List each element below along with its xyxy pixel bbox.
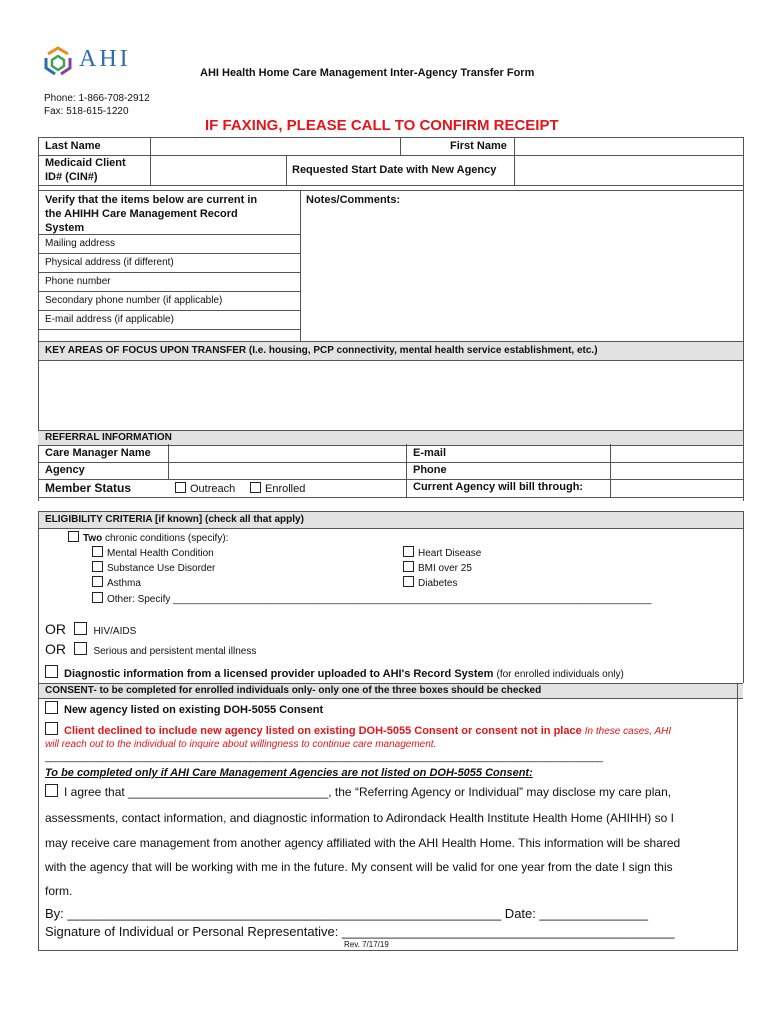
verify-label-line-1: Verify that the items below are current in xyxy=(45,194,258,206)
condition-heart-disease[interactable]: Heart Disease xyxy=(403,546,481,559)
heart-disease-checkbox[interactable] xyxy=(403,546,414,557)
agree-text-line-4: with the agency that will be working with me in the future. My consent will be valid for one year from the date I sign this xyxy=(45,860,673,874)
ahi-logo xyxy=(43,44,163,78)
member-status-label: Member Status xyxy=(45,481,132,495)
substance-use-checkbox[interactable] xyxy=(92,561,103,572)
agree-text-line-5: form. xyxy=(45,884,73,898)
start-date-field[interactable] xyxy=(515,156,742,185)
diagnostic-checkbox[interactable] xyxy=(45,665,58,678)
fax-notice: IF FAXING, PLEASE CALL TO CONFIRM RECEIPT xyxy=(205,117,559,134)
referral-header: REFERRAL INFORMATION xyxy=(45,432,172,443)
key-areas-header: KEY AREAS OF FOCUS UPON TRANSFER (I.e. housing, PCP connectivity, mental health service establishment, etc.) xyxy=(45,345,598,356)
outreach-checkbox[interactable] xyxy=(175,482,186,493)
billing-label: Current Agency will bill through: xyxy=(413,481,584,493)
outreach-option[interactable]: Outreach xyxy=(175,482,235,495)
condition-bmi[interactable]: BMI over 25 xyxy=(403,561,472,574)
medicaid-id-label-1: Medicaid Client xyxy=(45,157,126,169)
two-conditions-checkbox[interactable] xyxy=(68,531,79,542)
first-name-field[interactable] xyxy=(515,138,742,155)
logo-text: AHI xyxy=(79,46,131,72)
eligibility-header: ELIGIBILITY CRITERIA [if known] (check all that apply) xyxy=(45,514,304,525)
verify-item-secondary-phone: Secondary phone number (if applicable) xyxy=(45,295,223,306)
verify-item-phone: Phone number xyxy=(45,276,111,287)
condition-mental-health[interactable]: Mental Health Condition xyxy=(92,546,214,559)
fax-number: Fax: 518-615-1220 xyxy=(44,106,129,117)
consent-option-existing[interactable]: New agency listed on existing DOH-5055 Consent xyxy=(45,701,323,716)
asthma-checkbox[interactable] xyxy=(92,576,103,587)
care-manager-field[interactable] xyxy=(169,445,405,461)
other-checkbox[interactable] xyxy=(92,592,103,603)
agency-field[interactable] xyxy=(169,463,405,479)
enrolled-checkbox[interactable] xyxy=(250,482,261,493)
condition-asthma[interactable]: Asthma xyxy=(92,576,141,589)
last-name-label: Last Name xyxy=(45,140,101,152)
consent-header: CONSENT- to be completed for enrolled individuals only- only one of the three boxes should be checked xyxy=(45,685,542,696)
revision-date: Rev. 7/17/19 xyxy=(344,940,389,949)
signature-by-date-line[interactable]: By: ____________________________________________________________ Date: _______________ xyxy=(45,906,648,921)
agree-option[interactable]: I agree that ______________________________, the “Referring Agency or Individual” may disclose my care plan, xyxy=(45,784,671,799)
condition-diabetes[interactable]: Diabetes xyxy=(403,576,457,589)
mental-health-checkbox[interactable] xyxy=(92,546,103,557)
two-conditions-option[interactable]: Two chronic conditions (specify): xyxy=(68,531,228,544)
diagnostic-option[interactable]: Diagnostic information from a licensed provider uploaded to AHI's Record System (for enrolled individuals only) xyxy=(45,665,624,680)
care-manager-label: Care Manager Name xyxy=(45,447,151,459)
consent-divider: __________________________________________________________________________________________________________ xyxy=(45,752,603,763)
medicaid-id-label-2: ID# (CIN#) xyxy=(45,171,98,183)
start-date-label: Requested Start Date with New Agency xyxy=(292,164,497,176)
verify-label-line-2: the AHIHH Care Management Record xyxy=(45,208,238,220)
enrolled-option[interactable]: Enrolled xyxy=(250,482,305,495)
agree-text-line-2: assessments, contact information, and diagnostic information to Adirondack Health Institute Health Home (AHIHH) so I xyxy=(45,811,674,825)
email-field[interactable] xyxy=(611,445,742,461)
verify-item-physical: Physical address (if different) xyxy=(45,257,174,268)
notes-label: Notes/Comments: xyxy=(306,194,401,206)
consent-existing-checkbox[interactable] xyxy=(45,701,58,714)
phone-label: Phone xyxy=(413,464,447,476)
verify-item-email: E-mail address (if applicable) xyxy=(45,314,174,325)
last-name-field[interactable] xyxy=(151,138,399,155)
phone-field[interactable] xyxy=(611,463,742,479)
consent-declined-checkbox[interactable] xyxy=(45,722,58,735)
agree-text-line-3: may receive care management from another agency affiliated with the AHI Health Home. This information will be shared xyxy=(45,836,681,850)
diabetes-checkbox[interactable] xyxy=(403,576,414,587)
email-label: E-mail xyxy=(413,447,447,459)
notes-field[interactable] xyxy=(301,210,742,340)
consent-option-declined[interactable]: Client declined to include new agency listed on existing DOH-5055 Consent or consent not in place In these cases, AHI xyxy=(45,722,671,737)
signature-line[interactable]: Signature of Individual or Personal Representative: ______________________________________________ xyxy=(45,924,675,939)
consent-declined-note: will reach out to the individual to inquire about willingness to continue care management. xyxy=(45,739,437,750)
bmi-checkbox[interactable] xyxy=(403,561,414,572)
form-title: AHI Health Home Care Management Inter-Agency Transfer Form xyxy=(200,67,535,79)
agency-label: Agency xyxy=(45,464,85,476)
smi-checkbox[interactable] xyxy=(74,642,87,655)
key-areas-field[interactable] xyxy=(39,360,743,430)
consent-subheader: To be completed only if AHI Care Management Agencies are not listed on DOH-5055 Consent: xyxy=(45,767,533,779)
hiv-checkbox[interactable] xyxy=(74,622,87,635)
verify-label-line-3: System xyxy=(45,222,85,234)
hiv-option[interactable]: OR HIV/AIDS xyxy=(45,621,137,637)
medicaid-id-field[interactable] xyxy=(151,156,285,185)
agree-checkbox[interactable] xyxy=(45,784,58,797)
condition-substance-use[interactable]: Substance Use Disorder xyxy=(92,561,215,574)
verify-item-mailing: Mailing address xyxy=(45,238,116,249)
condition-other[interactable]: Other: Specify ______________________________________________________________________________________ xyxy=(92,592,651,605)
smi-option[interactable]: OR Serious and persistent mental illness xyxy=(45,641,257,657)
billing-field[interactable] xyxy=(611,480,742,496)
phone-number: Phone: 1-866-708-2912 xyxy=(44,93,150,104)
first-name-label: First Name xyxy=(450,140,507,152)
